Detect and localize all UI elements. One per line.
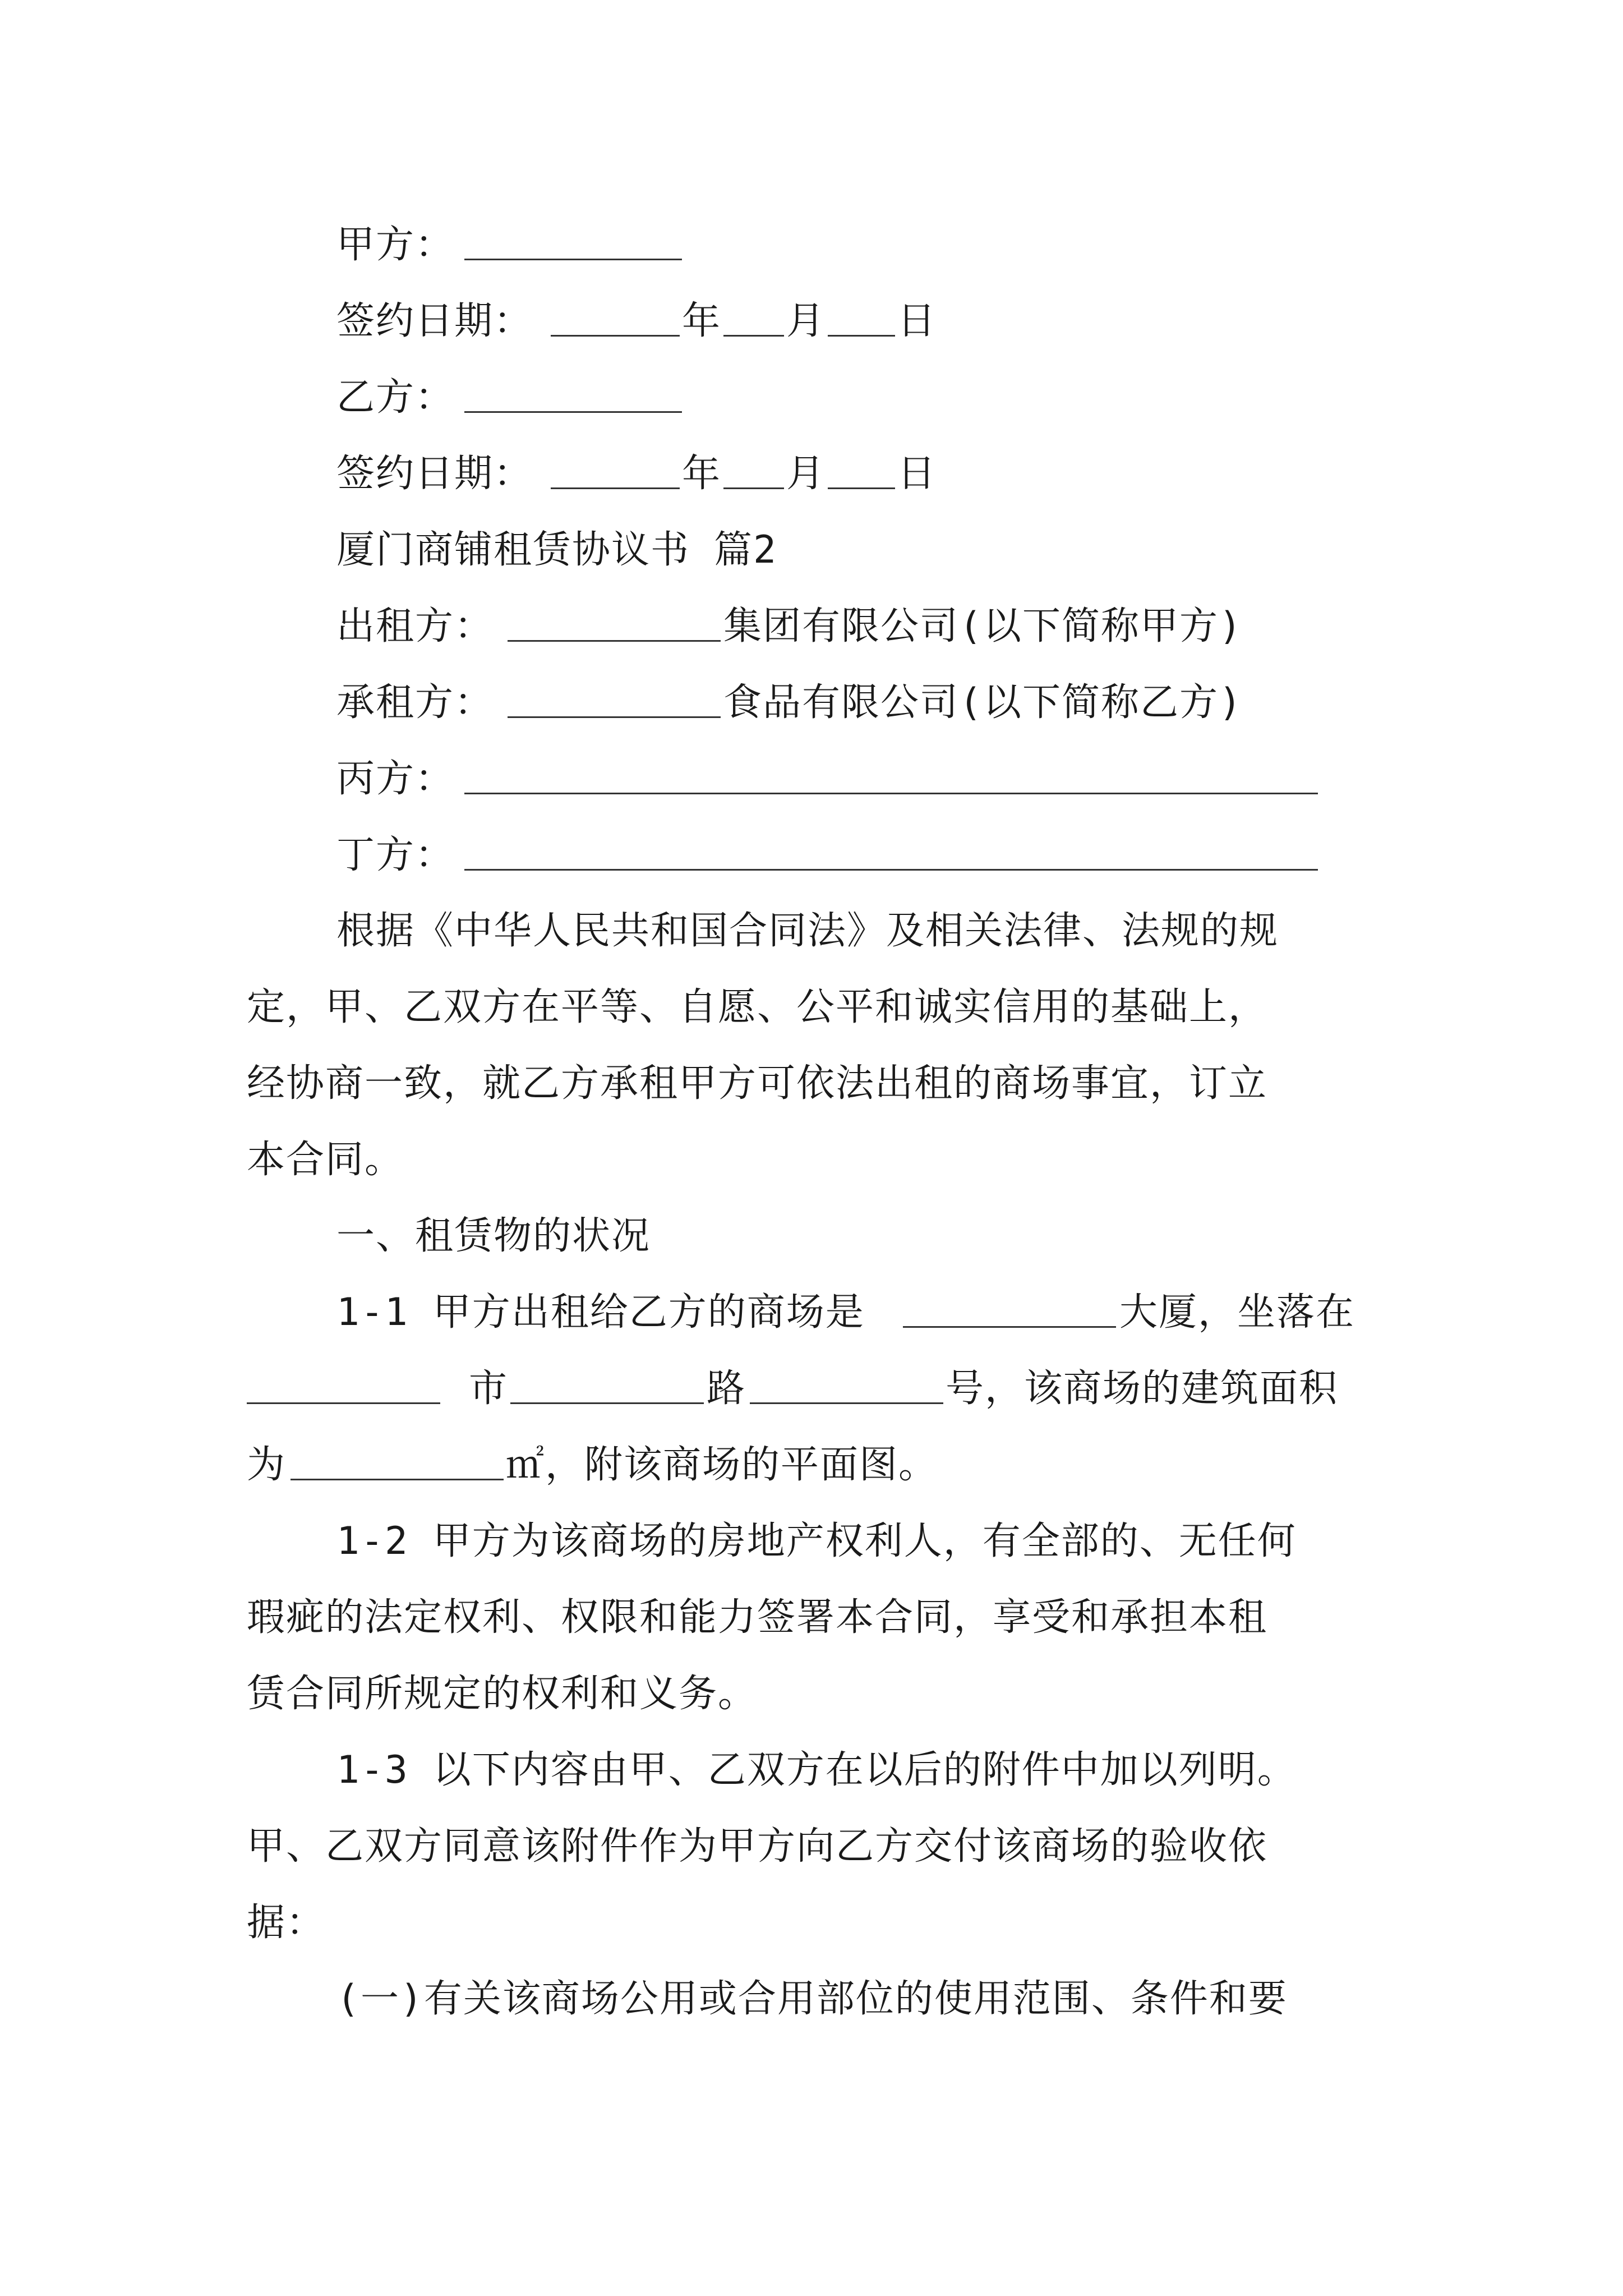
date-a-line [0,293,1623,349]
party-d-line [0,827,1623,884]
road-label: 路 [707,1366,746,1411]
city-blank [247,1361,440,1404]
preamble-text: 定，甲、乙双方在平等、自愿、公平和诚实信用的基础上， [247,985,1268,1029]
preamble-line [0,903,1623,959]
date-b-line [0,446,1623,502]
clause-1-3-text: 据： [247,1901,326,1945]
preamble-text: 本合同。 [247,1138,404,1182]
party-b-blank [464,370,682,413]
item-1-line [0,1971,1623,2027]
party-b-label: 乙方： [336,375,455,420]
clause-1-2-text: 瑕疵的法定权利、权限和能力签署本合同，享受和承担本租 [247,1595,1268,1640]
section-title-line [0,522,1623,578]
preamble-line [0,979,1623,1036]
clause-1-1-suffix: 大厦，坐落在 [1119,1290,1355,1335]
day-label: 日 [897,299,937,343]
party-a-blank [464,217,682,260]
lessee-label: 承租方： [336,680,494,725]
month-label: 月 [786,299,826,343]
clause-1-1-line [0,1437,1623,1493]
clause-1-3-line [0,1819,1623,1875]
day-label: 日 [897,452,937,496]
lessor-line [0,599,1623,655]
lessee-blank [508,675,721,718]
preamble-text: 经协商一致，就乙方承租甲方可依法出租的商场事宜，订立 [247,1061,1268,1106]
party-a-signature-line [0,217,1623,273]
article-1-heading: 一、租赁物的状况 [336,1214,651,1258]
number-blank [750,1361,943,1404]
month-blank [723,293,784,337]
party-c-blank [464,751,1318,794]
clause-1-3-text: 1-3 以下内容由甲、乙双方在以后的附件中加以列明。 [336,1748,1297,1792]
year-label: 年 [682,299,722,343]
party-d-blank [464,827,1318,871]
item-1-text: (一)有关该商场公用或合用部位的使用范围、条件和要 [336,1977,1288,2021]
party-b-signature-line [0,370,1623,426]
lessee-line [0,675,1623,731]
clause-1-1-line3-suffix: ㎡，附该商场的平面图。 [506,1443,938,1487]
section-title: 厦门商铺租赁协议书 篇2 [336,528,777,572]
area-blank [291,1437,504,1480]
lessor-blank [508,599,721,642]
preamble-text: 根据《中华人民共和国合同法》及相关法律、法规的规 [336,909,1279,953]
clause-1-2-line [0,1590,1623,1646]
lessee-suffix: 食品有限公司(以下简称乙方) [723,680,1243,725]
clause-1-1-line2-suffix: 号，该商场的建筑面积 [946,1366,1339,1411]
day-blank [828,446,895,489]
month-blank [723,446,784,489]
clause-1-3-line [0,1742,1623,1798]
clause-1-2-text: 1-2 甲方为该商场的房地产权利人，有全部的、无任何 [336,1519,1297,1563]
year-blank [551,446,680,489]
article-heading-line [0,1208,1623,1264]
clause-1-1-line [0,1285,1623,1341]
party-a-label: 甲方： [336,223,455,267]
lessor-label: 出租方： [336,604,494,648]
party-c-label: 丙方： [336,757,455,801]
road-blank [510,1361,704,1404]
preamble-line [0,1132,1623,1188]
year-blank [551,293,680,337]
clause-1-2-line [0,1513,1623,1570]
party-c-line [0,751,1623,807]
party-d-label: 丁方： [336,833,455,877]
clause-1-1-line [0,1361,1623,1417]
clause-1-1-text: 1-1 甲方出租给乙方的商场是 [336,1290,865,1335]
building-blank [903,1285,1116,1328]
clause-1-3-text: 甲、乙双方同意该附件作为甲方向乙方交付该商场的验收依 [247,1824,1268,1869]
date-a-label: 签约日期： [336,299,533,343]
lessor-suffix: 集团有限公司(以下简称甲方) [723,604,1243,648]
date-b-label: 签约日期： [336,452,533,496]
clause-1-2-text: 赁合同所规定的权利和义务。 [247,1672,758,1716]
year-label: 年 [682,452,722,496]
clause-1-2-line [0,1666,1623,1722]
month-label: 月 [786,452,826,496]
clause-1-3-line [0,1895,1623,1951]
preamble-line [0,1056,1623,1112]
clause-1-1-line3-prefix: 为 [247,1443,287,1487]
city-label: 市 [469,1366,509,1411]
day-blank [828,293,895,337]
